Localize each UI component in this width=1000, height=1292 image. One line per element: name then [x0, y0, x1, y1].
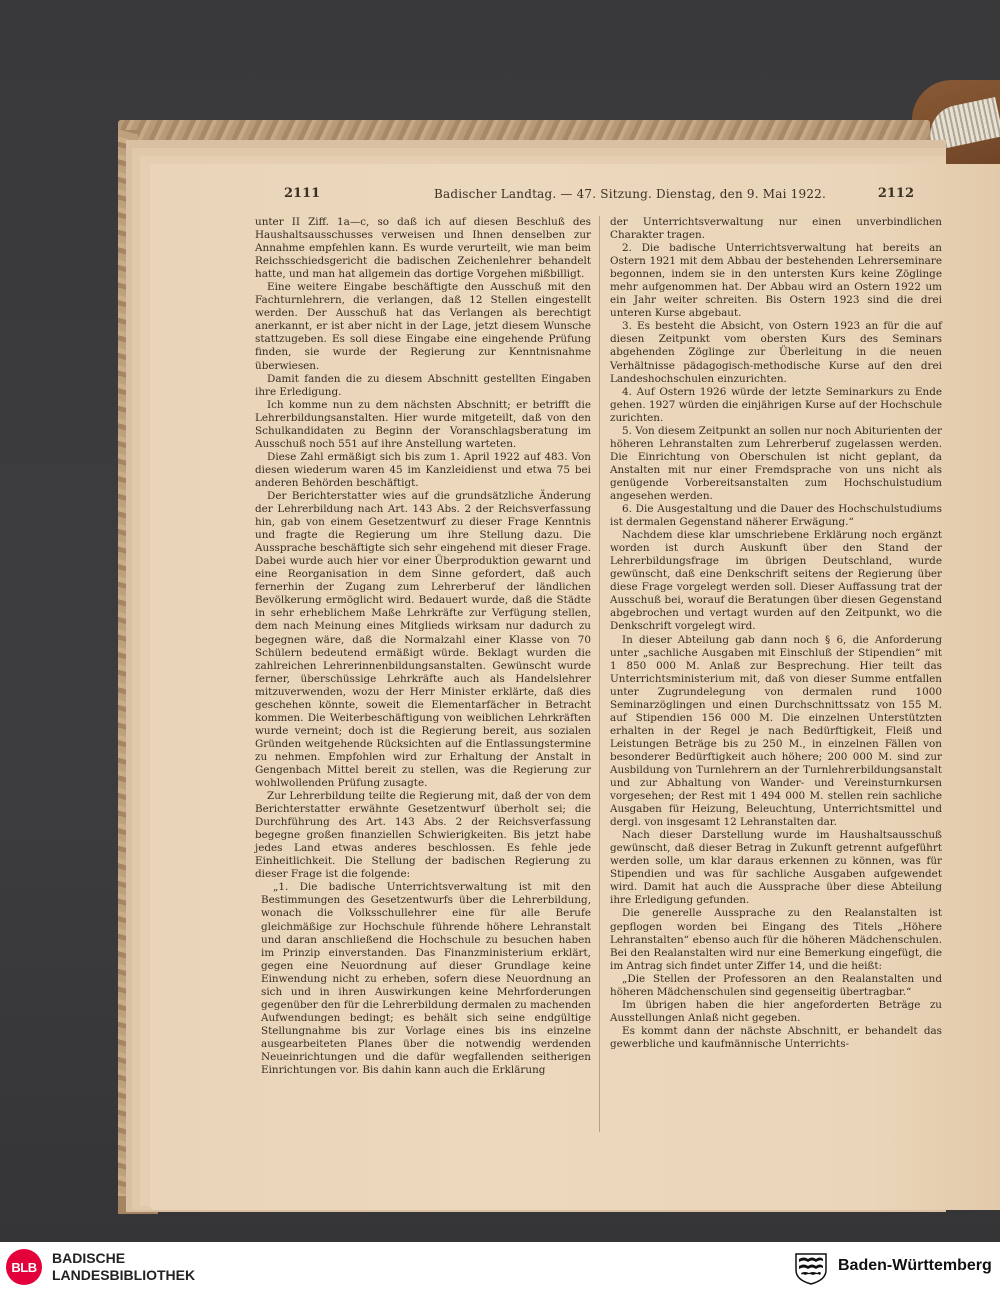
state-coat-of-arms-icon — [792, 1248, 830, 1286]
paragraph: 4. Auf Ostern 1926 würde der letzte Seminarkurs zu Ende gehen. 1927 würden die einjährigen Kurse auf der Hochschule zurichten. — [610, 385, 942, 424]
paragraph: In dieser Abteilung gab dann noch § 6, die Anforderung unter „sachliche Ausgaben mit Einschluß der Stipendien“ mit 1 850 000 M. Anlaß zur Besprechung. Hier teilt das Unterrichtsministerium mit, daß von dieser Summe entfallen unter Zugrundelegung von dermalen rund 1000 Seminarzöglingen und einen Durchschnittssatz von 155 M. auf Stipendien 156 000 M. Die einzelnen Unterstützten erhalten in der Regel je nach Bedürftigkeit, Fleiß und Leistungen Beträge bis zu 250 M., in einzelnen Fällen von besonderer Bedürftigkeit auch höhere; 200 000 M. sind zur Ausbildung von Turnlehrern an der Turnlehrerbildungsanstalt und zur Abhaltung von Wander- und Vereinsturnkursen vorgesehen; der Rest mit 1 494 000 M. stellen rein sachliche Ausgaben für Heizung, Beleuchtung, Unterrichtsmittel und dergl. von insgesamt 12 Lehranstalten dar. — [610, 633, 942, 829]
library-name-line2: LANDESBIBLIOTHEK — [52, 1267, 196, 1283]
paragraph: „Die Stellen der Professoren an den Realanstalten und höheren Mädchenschulen sind gegenseitig übertragbar.“ — [610, 972, 942, 998]
paragraph: Der Berichterstatter wies auf die grundsätzliche Änderung der Lehrerbildung nach Art. 143 Abs. 2 der Reichsverfassung hin, gab von einem Gesetzentwurf zu dieser Frage Kenntnis und fragte die Regierung um ihre Stellung dazu. Die Aussprache beschäftigte sich sehr eingehend mit dieser Frage. Dabei wurde auch hier vor einer Überproduktion gewarnt und eine Reorganisation in dem Sinne gefordert, daß auch fernerhin der Zugang zum Lehrerberuf der ländlichen Bevölkerung ermöglicht wird. Bedauert wurde, daß die Städte in sehr erheblichem Maße Lehrkräfte zur Verfügung stellen, dem nach Meinung eines Mitglieds wirksam nur dadurch zu begegnen wäre, daß die Normalzahl einer Klasse von 70 Schülern bedeutend ermäßigt würde. Beklagt wurden die zahlreichen Lehrerinnenbildungsanstalten. Gewünscht wurde ferner, überschüssige Lehrkräfte auch als Handelslehrer mitzuverwenden, wozu der Herr Minister erklärte, daß dies geschehen könnte, soweit die Elementarfächer in Betracht kommen. Die Weiterbeschäftigung von weiblichen Lehrkräften wurde verneint; doch ist die Regierung bereit, aus sozialen Gründen weitgehende Rücksichten auf die Entlassungstermine zu nehmen. Empfohlen wird zur Erhaltung der Anstalt in Gengenbach Mittel bereit zu stellen, was die Regierung zur wohlwollenden Prüfung zusagte. — [255, 489, 591, 790]
paragraph: Damit fanden die zu diesem Abschnitt gestellten Eingaben ihre Erledigung. — [255, 372, 591, 398]
footer-bar — [0, 1242, 1000, 1292]
paragraph: 5. Von diesem Zeitpunkt an sollen nur noch Abiturienten der höheren Lehranstalten zum Lehrerberuf zugelassen werden. Die Einrichtung von Oberschulen ist nicht geplant, da Anstalten mit nur einer Fremdsprache von uns nicht als genügende Vorbereitsanstalten zum Hochschulstudium angesehen werden. — [610, 424, 943, 502]
text-column-left — [255, 216, 591, 1077]
paragraph: 6. Die Ausgestaltung und die Dauer des Hochschulstudiums ist dermalen Gegenstand näherer Erwägung.“ — [610, 503, 942, 529]
paragraph: Diese Zahl ermäßigt sich bis zum 1. April 1922 auf 483. Von diesen wiederum waren 45 im Kanzleidienst und etwa 75 bei anderen Behörden beschäftigt. — [255, 450, 591, 489]
blb-logo[interactable]: BLB — [6, 1249, 42, 1285]
paragraph: Eine weitere Eingabe beschäftigte den Ausschuß mit den Fachturnlehrern, die verlangen, daß 12 Stellen eingestellt werden. Der Ausschuß hat das Verlangen als berechtigt anerkannt, er ist aber nicht in der Lage, jetzt diesem Wunsche stattzugeben. Es soll diese Eingabe eine eingehende Prüfung finden, sie wurde der Regierung zur Kenntnisnahme überwiesen. — [255, 281, 591, 372]
paragraph: unter II Ziff. 1a—c, so daß ich auf diesen Beschluß des Haushaltsausschusses verweisen und Ihnen denselben zur Annahme empfehlen kann. Es wurde verurteilt, wie man beim Reichsschiedsgericht die badischen Zeichenlehrer behandelt hatte, und man hat allgemein das dortige Vorgehen mißbilligt. — [255, 216, 591, 281]
paragraph: Es kommt dann der nächste Abschnitt, er behandelt das gewerbliche und kaufmännische Unterrichts- — [610, 1024, 942, 1050]
paragraph: „1. Die badische Unterrichtsverwaltung ist mit den Bestimmungen des Gesetzentwurfs über die Lehrerbildung, wonach die Volksschullehrer eine für alle Berufe gleichmäßige zur Hochschule führende höhere Lehranstalt und daran anschließend die Hochschule zu besuchen haben im Prinzip einverstanden. Das Finanzministerium erklärt, gegen eine Neuordnung auf dieser Grundlage keine Einwendung nicht zu erheben, sofern diese Neuordnung an sich und in ihren Auswirkungen keine Mehrforderungen gegenüber den für die Lehrerbildung dermalen zu machenden Aufwendungen bedingt; es behält sich seine endgültige Stellungnahme bis zur Vorlage eines bis ins einzelne ausgearbeiteten Planes über die notwendig werdenden Neueinrichtungen und die dafür wegfallenden seitherigen Einrichtungen vor. Bis dahin kann auch die Erklärung — [261, 881, 591, 1077]
column-divider — [599, 216, 600, 1132]
state-name[interactable]: Baden-Württemberg — [838, 1257, 992, 1274]
paragraph: Im übrigen haben die hier angeforderten Beträge zu Ausstellungen Anlaß nicht gegeben. — [610, 998, 942, 1024]
paragraph: Zur Lehrerbildung teilte die Regierung mit, daß der von dem Berichterstatter erwähnte Gesetzentwurf überholt sei; die Durchführung des Art. 143 Abs. 2 der Reichsverfassung begegne großen finanziellen Schwierigkeiten. Bis jetzt habe jedes Land etwas anderes beschlossen. Es fehle jede Einheitlichkeit. Die Stellung der badischen Regierung zu dieser Frage ist die folgende: — [255, 790, 591, 881]
page-number-left: 2111 — [284, 186, 321, 201]
paragraph: der Unterrichtsverwaltung nur einen unverbindlichen Charakter tragen. — [610, 216, 942, 242]
library-name[interactable] — [52, 1250, 195, 1284]
paragraph: Die generelle Aussprache zu den Realanstalten ist gepflogen worden bei Eingang des Titels „Höhere Lehranstalten“ ebenso auch für die höheren Mädchenschulen. Bei den Realanstalten wird nur eine Bemerkung eingefügt, die im Antrag sich findet unter Ziffer 14, und die heißt: — [610, 907, 942, 972]
paragraph: 2. Die badische Unterrichtsverwaltung hat bereits an Ostern 1921 mit dem Abbau der bestehenden Lehrerseminare begonnen, indem sie in den untersten Kurs keine Zöglinge mehr aufgenommen hat. Der Abbau wird an Ostern 1922 um ein Jahr weiter schreiten. Bis Ostern 1923 sind die drei unteren Kurse abgebaut. — [610, 242, 942, 320]
paragraph: 3. Es besteht die Absicht, von Ostern 1923 an für die auf diesen Zeitpunkt vom obersten Kurs des Seminars abgehenden Zöglinge zur Überleitung in die neuen Verhältnisse pädagogisch-methodische Kurse auf den drei Landeshochschulen einzurichten. — [610, 320, 942, 385]
library-name-line1: BADISCHE — [52, 1250, 126, 1266]
paragraph: Ich komme nun zu dem nächsten Abschnitt; er betrifft die Lehrerbildungsanstalten. Hier wurde mitgeteilt, daß von den Schulkandidaten zu Beginn der Voranschlagsberatung im Ausschuß noch 551 auf ihre Anstellung warteten. — [255, 398, 591, 450]
text-column-right — [610, 216, 942, 1051]
paragraph: Nachdem diese klar umschriebene Erklärung noch ergänzt worden ist durch Auskunft über den Stand der Lehrerbildungsfrage im übrigen Deutschland, wurde gewünscht, daß eine Denkschrift seitens der Regierung über diese Frage vorgelegt werden soll. Dieser Auffassung trat der Ausschuß bei, worauf die Beratungen über diesen Gegenstand abgebrochen und vertagt wurden auf den Zeitpunkt, wo die Denkschrift vorgelegt wird. — [610, 529, 942, 633]
page-number-right: 2112 — [877, 186, 914, 201]
running-title: Badischer Landtag. — 47. Sitzung. Dienstag, den 9. Mai 1922. — [434, 187, 827, 201]
paragraph: Nach dieser Darstellung wurde im Haushaltsausschuß gewünscht, daß dieser Betrag in Zukunft getrennt aufgeführt werden solle, um klar daraus erkennen zu können, was für Stipendien und was für sachliche Ausgaben aufgewendet wird. Damit hat auch die Aussprache über diese Abteilung ihre Erledigung gefunden. — [610, 829, 942, 907]
page-header — [284, 186, 914, 206]
